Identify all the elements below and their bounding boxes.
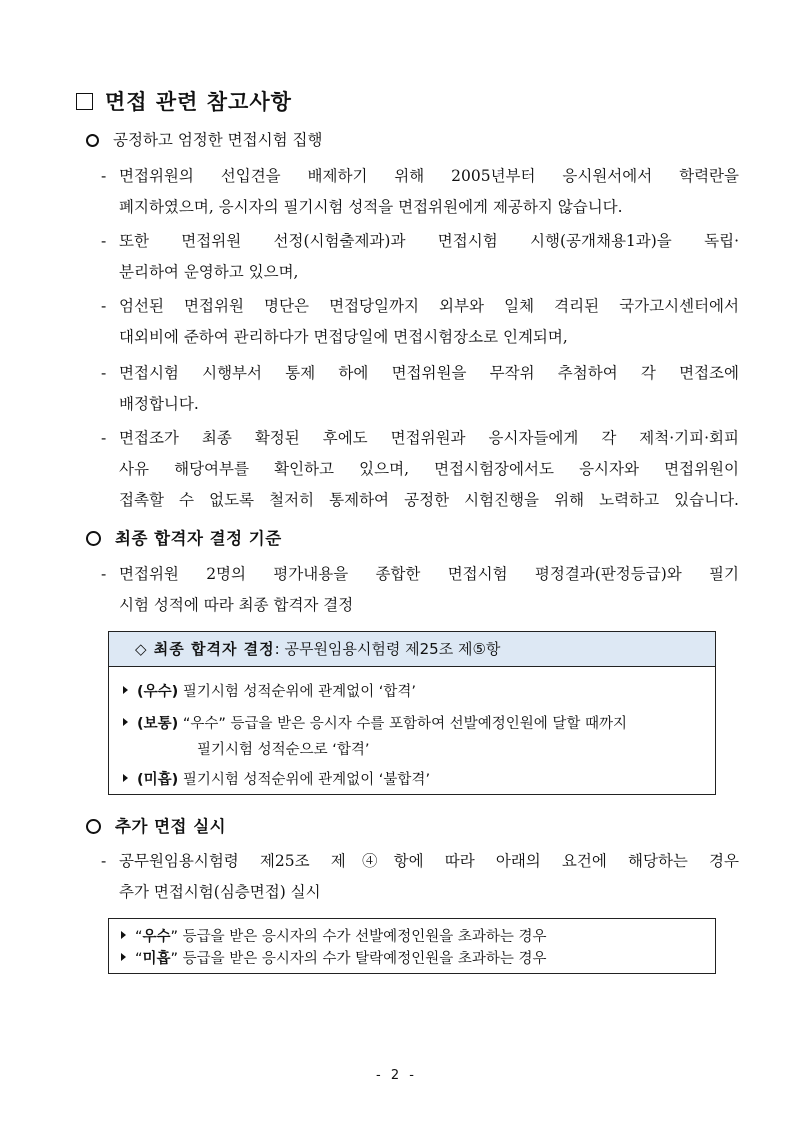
dash-bullet: - — [101, 364, 107, 382]
dash-bullet: - — [101, 232, 107, 250]
triangle-bullet-icon — [121, 931, 126, 939]
item-line: 또한 면접위원 선정(시험출제과)과 면접시험 시행(공개채용1과)을 독립· — [119, 232, 739, 250]
triangle-bullet-icon — [123, 686, 128, 694]
list-item — [101, 559, 739, 621]
circle-bullet-icon — [86, 531, 101, 546]
list-item — [101, 161, 739, 223]
page-title — [76, 86, 292, 116]
item-line: 공무원임용시험령 제25조 제④항에 따라 아래의 요건에 해당하는 경우 — [119, 852, 739, 870]
criteria-row-poor — [123, 768, 430, 789]
item-line: 접촉할 수 없도록 철저히 통제하여 공정한 시험진행을 위해 노력하고 있습니다. — [119, 491, 739, 509]
criteria-box-header — [109, 632, 715, 667]
final-pass-criteria-box — [108, 631, 716, 795]
list-item — [101, 291, 739, 353]
section-heading-fair-interview — [86, 128, 322, 150]
page-number: - 2 - — [376, 1068, 417, 1083]
list-item — [101, 226, 739, 288]
triangle-bullet-icon — [123, 774, 128, 782]
item-line: 대외비에 준하여 관리하다가 면접당일에 면접시험장소로 인계되며, — [119, 328, 568, 346]
item-line: 사유 해당여부를 확인하고 있으며, 면접시험장에서도 응시자와 면접위원이 — [119, 460, 739, 478]
section2-heading-text: 최종 합격자 결정 기준 — [115, 529, 282, 548]
item-line: 배정합니다. — [119, 395, 199, 413]
condition-row: “미흡” 등급을 받은 응시자의 수가 탈락예정인원을 초과하는 경우 — [121, 947, 546, 968]
checkbox-square-icon — [76, 93, 93, 110]
grade-label: 미흡 — [142, 951, 171, 967]
dash-bullet: - — [101, 297, 107, 315]
item-line: 시험 성적에 따라 최종 합격자 결정 — [119, 596, 354, 614]
grade-description-continued: 필기시험 성적순으로 ‘합격’ — [197, 742, 370, 758]
dash-bullet: - — [101, 167, 107, 185]
page-title-text: 면접 관련 참고사항 — [105, 90, 292, 114]
grade-description: 필기시험 성적순위에 관계없이 ‘불합격’ — [182, 772, 431, 788]
list-item — [101, 846, 739, 908]
grade-description: “우수” 등급을 받은 응시자 수를 포함하여 선발예정인원에 달할 때까지 — [182, 716, 627, 732]
item-line: 면접조가 최종 확정된 후에도 면접위원과 응시자들에게 각 제척·기피·회피 — [119, 429, 739, 447]
grade-label: (보통) — [137, 716, 179, 732]
dash-bullet: - — [101, 565, 107, 583]
section1-heading-text: 공정하고 엄정한 면접시험 집행 — [113, 131, 323, 149]
section3-heading-text: 추가 면접 실시 — [115, 817, 227, 836]
circle-bullet-icon — [86, 134, 99, 147]
item-line: 면접위원의 선입견을 배제하기 위해 2005년부터 응시원서에서 학력란을 — [119, 167, 739, 185]
item-line: 면접위원 2명의 평가내용을 종합한 면접시험 평정결과(판정등급)와 필기 — [119, 565, 739, 583]
list-item — [101, 423, 739, 516]
item-line: 추가 면접시험(심층면접) 실시 — [119, 883, 321, 901]
section-heading-final-pass — [86, 525, 282, 549]
criteria-row-normal-continued — [197, 738, 370, 759]
grade-label: 우수 — [142, 929, 171, 945]
triangle-bullet-icon — [123, 718, 128, 726]
criteria-box-reference: : 공무원임용시험령 제25조 제⑤항 — [274, 640, 501, 658]
item-line: 분리하여 운영하고 있으며, — [119, 263, 299, 281]
item-line: 폐지하였으며, 응시자의 필기시험 성적을 면접위원에게 제공하지 않습니다. — [119, 198, 623, 216]
triangle-bullet-icon — [121, 953, 126, 961]
grade-label: (미흡) — [137, 772, 179, 788]
condition-text: 등급을 받은 응시자의 수가 탈락예정인원을 초과하는 경우 — [178, 951, 547, 967]
item-line: 면접시험 시행부서 통제 하에 면접위원을 무작위 추첨하여 각 면접조에 — [119, 364, 739, 382]
condition-text: 등급을 받은 응시자의 수가 선발예정인원을 초과하는 경우 — [178, 929, 547, 945]
criteria-row-excellent — [123, 680, 416, 701]
condition-row: “우수” 등급을 받은 응시자의 수가 선발예정인원을 초과하는 경우 — [121, 925, 546, 946]
circle-bullet-icon — [86, 819, 101, 834]
grade-label: (우수) — [137, 684, 179, 700]
dash-bullet: - — [101, 429, 107, 447]
list-item — [101, 358, 739, 420]
additional-interview-conditions-box — [108, 918, 716, 974]
criteria-row-normal — [123, 712, 627, 733]
item-line: 엄선된 면접위원 명단은 면접당일까지 외부와 일체 격리된 국가고시센터에서 — [119, 297, 739, 315]
section-heading-additional-interview — [86, 813, 226, 837]
dash-bullet: - — [101, 852, 107, 870]
criteria-box-title: ◇ 최종 합격자 결정 — [135, 640, 275, 658]
grade-description: 필기시험 성적순위에 관계없이 ‘합격’ — [182, 684, 417, 700]
